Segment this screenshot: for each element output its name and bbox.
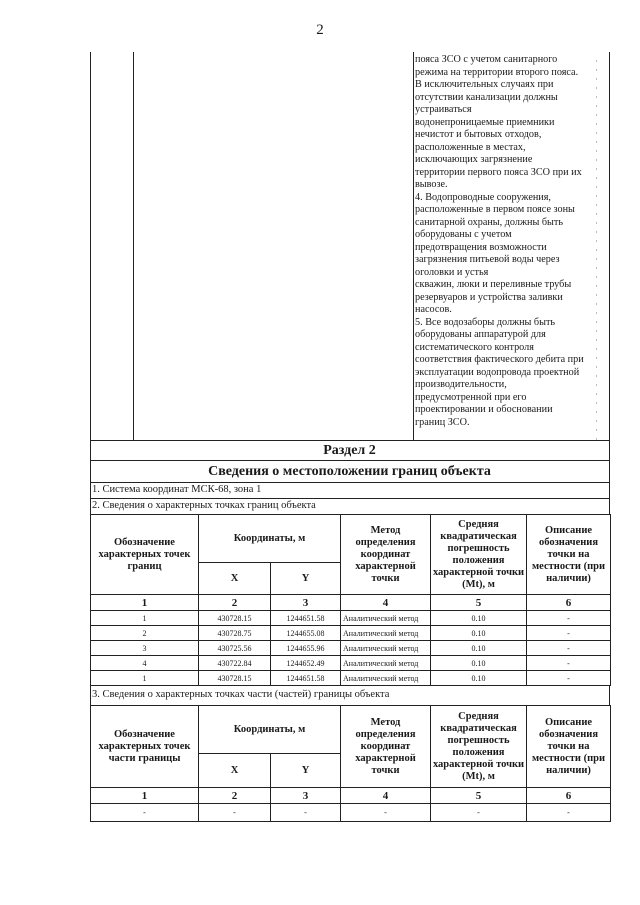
point-id: 1 (91, 611, 199, 626)
point-id: 4 (91, 656, 199, 671)
point-description: - (527, 656, 611, 671)
table1-header-row (91, 515, 611, 563)
coord-x: 430728.15 (199, 671, 271, 686)
col-number: 6 (527, 595, 611, 611)
coord-x: 430725.56 (199, 641, 271, 656)
header-coordinates: Координаты, м (199, 706, 341, 754)
section-top-rule (90, 440, 610, 441)
point-id: 2 (91, 626, 199, 641)
table-row (91, 671, 611, 686)
method: Аналитический метод (341, 626, 431, 641)
coord-y: 1244651.58 (271, 611, 341, 626)
caption1-left-border (90, 498, 91, 515)
col-number: 3 (271, 788, 341, 804)
col-number: 2 (199, 595, 271, 611)
frame-col-divider-2 (413, 52, 414, 440)
mt-value: 0.10 (431, 671, 527, 686)
coord-x: 430722.84 (199, 656, 271, 671)
col-number: 4 (341, 788, 431, 804)
point-description: - (527, 611, 611, 626)
col-number: 2 (199, 788, 271, 804)
section-left-border (90, 440, 91, 500)
table1-caption: 2. Сведения о характерных точках границ объекта (92, 500, 316, 511)
header-mt-error: Средняя квадратическая погрешность положения характерной точки (Mt), м (431, 706, 527, 788)
scan-artifact (596, 60, 597, 440)
table2-caption: 3. Сведения о характерных точках части (частей) границы объекта (92, 689, 390, 700)
part-boundary-points-table (90, 705, 611, 822)
header-description: Описание обозначения точки на местности (при наличии) (527, 515, 611, 595)
mt-value: 0.10 (431, 656, 527, 671)
table2-column-numbers (91, 788, 611, 804)
coord-bottom-rule (90, 498, 610, 499)
table1-column-numbers (91, 595, 611, 611)
col-number: 5 (431, 788, 527, 804)
coord-y: 1244651.58 (271, 671, 341, 686)
coordinate-system: 1. Система координат МСК-68, зона 1 (92, 484, 262, 495)
method: - (341, 804, 431, 822)
point-description: - (527, 641, 611, 656)
boundary-points-table (90, 514, 611, 686)
zso-requirements-text: поясa ЗСО с учетом санитарного режима на территории второго пояса. В исключительных случаях при отсутствии канализации должны устраиваться водонепроницаемые приемники нечистот и бытовых отходов, расположенные в местах, исключающих загрязнение территории первого пояса ЗСО при их вывозе. 4. Водопроводные сооружения, расположенные в первом поясе зоны санитарной охраны, должны быть оборудованы с учетом предотвращения возможности загрязнения питьевой воды через оголовки и устья скважин, люки и переливные трубы резервуаров и устройства заливки насосов. 5. Все водозаборы должны быть оборудованы аппаратурой для систематического контроля соответствия фактического дебита при эксплуатации водопровода проектной производительности, предусмотренной при его проектировании и обосновании границ ЗСО. (415, 54, 584, 428)
header-x: X (199, 754, 271, 788)
method: Аналитический метод (341, 656, 431, 671)
coord-y: 1244655.96 (271, 641, 341, 656)
coord-y: - (271, 804, 341, 822)
point-description: - (527, 671, 611, 686)
coord-y: 1244652.49 (271, 656, 341, 671)
col-number: 4 (341, 595, 431, 611)
page-number: 2 (316, 22, 324, 38)
coord-x: 430728.15 (199, 611, 271, 626)
section-mid-rule (90, 460, 610, 461)
table-row (91, 626, 611, 641)
caption2-right-border (609, 686, 610, 706)
col-number: 3 (271, 595, 341, 611)
table-row (91, 641, 611, 656)
section-subtitle: Сведения о местоположении границ объекта (208, 464, 491, 479)
point-description: - (527, 804, 611, 822)
header-designation: Обозначение характерных точек границ (91, 515, 199, 595)
mt-value: 0.10 (431, 641, 527, 656)
method: Аналитический метод (341, 671, 431, 686)
header-mt-error: Средняя квадратическая погрешность положения характерной точки (Mt), м (431, 515, 527, 595)
col-number: 5 (431, 595, 527, 611)
col-number: 1 (91, 595, 199, 611)
header-designation: Обозначение характерных точек части границы (91, 706, 199, 788)
section-right-border (609, 440, 610, 500)
caption2-left-border (90, 686, 91, 706)
mt-value: 0.10 (431, 626, 527, 641)
frame-col-divider-1 (133, 52, 134, 440)
col-number: 1 (91, 788, 199, 804)
coord-x: - (199, 804, 271, 822)
coord-x: 430728.75 (199, 626, 271, 641)
method: Аналитический метод (341, 641, 431, 656)
coord-y: 1244655.08 (271, 626, 341, 641)
header-method: Метод определения координат характерной точки (341, 706, 431, 788)
header-description: Описание обозначения точки на местности (при наличии) (527, 706, 611, 788)
table-row (91, 804, 611, 822)
method: Аналитический метод (341, 611, 431, 626)
mt-value: - (431, 804, 527, 822)
header-y: Y (271, 754, 341, 788)
frame-left-border (90, 52, 91, 440)
point-description: - (527, 626, 611, 641)
point-id: 3 (91, 641, 199, 656)
table-row (91, 656, 611, 671)
table2-header-row (91, 706, 611, 754)
mt-value: 0.10 (431, 611, 527, 626)
section-title: Раздел 2 (323, 443, 376, 458)
point-id: 1 (91, 671, 199, 686)
col-number: 6 (527, 788, 611, 804)
table-row (91, 611, 611, 626)
header-method: Метод определения координат характерной точки (341, 515, 431, 595)
point-id: - (91, 804, 199, 822)
header-y: Y (271, 563, 341, 595)
caption1-right-border (609, 498, 610, 515)
header-x: X (199, 563, 271, 595)
subtitle-bottom-rule (90, 482, 610, 483)
header-coordinates: Координаты, м (199, 515, 341, 563)
